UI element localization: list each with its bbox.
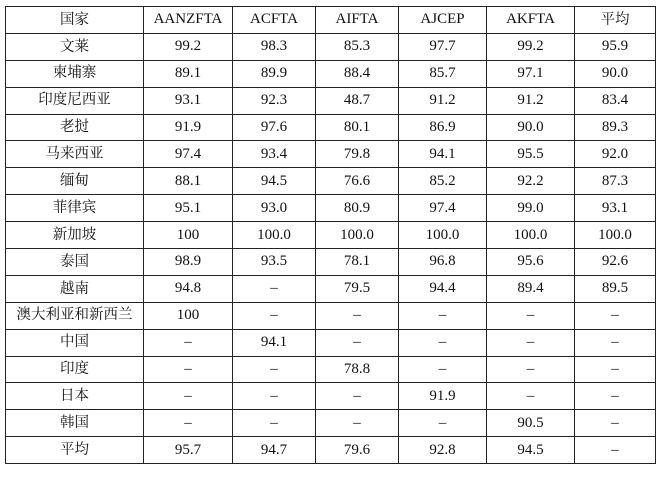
row-label-country: 中国 [6, 329, 144, 356]
table-cell: 80.9 [316, 195, 399, 222]
table-cell: 88.4 [316, 60, 399, 87]
table-cell: 94.4 [399, 275, 487, 302]
table-cell: 100.0 [233, 222, 316, 249]
table-cell: 93.5 [233, 249, 316, 276]
table-cell: – [575, 356, 656, 383]
table-row [6, 60, 656, 87]
table-cell: 100.0 [575, 222, 656, 249]
table-cell: 88.1 [144, 168, 233, 195]
table-row [6, 249, 656, 276]
table-cell: 86.9 [399, 114, 487, 141]
table-row [6, 437, 656, 464]
column-header: AKFTA [487, 7, 575, 34]
table-body [6, 33, 656, 463]
table-row [6, 383, 656, 410]
table-cell: 93.1 [575, 195, 656, 222]
table-cell: 96.8 [399, 249, 487, 276]
row-label-country: 日本 [6, 383, 144, 410]
table-cell: – [575, 329, 656, 356]
table-cell: 95.1 [144, 195, 233, 222]
table-cell: – [316, 329, 399, 356]
row-label-country: 马来西亚 [6, 141, 144, 168]
table-cell: 94.5 [233, 168, 316, 195]
row-label-country: 泰国 [6, 249, 144, 276]
table-row [6, 87, 656, 114]
table-cell: 92.0 [575, 141, 656, 168]
table-cell: 94.8 [144, 275, 233, 302]
table-cell: – [487, 383, 575, 410]
table-cell: 93.0 [233, 195, 316, 222]
row-label-country: 老挝 [6, 114, 144, 141]
table-row [6, 141, 656, 168]
table-row [6, 114, 656, 141]
header-row [6, 7, 656, 34]
table-cell: 95.5 [487, 141, 575, 168]
table-cell: – [144, 356, 233, 383]
table-cell: 97.4 [399, 195, 487, 222]
table-cell: 90.0 [487, 114, 575, 141]
table-cell: 94.5 [487, 437, 575, 464]
table-cell: – [233, 302, 316, 329]
table-cell: 89.9 [233, 60, 316, 87]
table-cell: – [316, 410, 399, 437]
table-row [6, 302, 656, 329]
table-cell: – [144, 383, 233, 410]
table-cell: 78.8 [316, 356, 399, 383]
table-cell: – [399, 356, 487, 383]
column-header: AJCEP [399, 7, 487, 34]
table-cell: 91.9 [399, 383, 487, 410]
table-cell: 100.0 [399, 222, 487, 249]
table-cell: 92.6 [575, 249, 656, 276]
table-cell: 98.3 [233, 33, 316, 60]
table-cell: 78.1 [316, 249, 399, 276]
table-cell: 85.3 [316, 33, 399, 60]
table-cell: – [316, 302, 399, 329]
fta-liberalization-table [5, 6, 656, 464]
table-cell: 94.1 [233, 329, 316, 356]
row-label-country: 文莱 [6, 33, 144, 60]
row-label-country: 澳大利亚和新西兰 [6, 302, 144, 329]
table-cell: – [575, 383, 656, 410]
row-label-country: 新加坡 [6, 222, 144, 249]
table-cell: 95.7 [144, 437, 233, 464]
table-cell: – [144, 410, 233, 437]
table-cell: – [233, 275, 316, 302]
table-cell: 93.1 [144, 87, 233, 114]
table-cell: 94.7 [233, 437, 316, 464]
table-cell: 99.2 [144, 33, 233, 60]
row-label-country: 平均 [6, 437, 144, 464]
table-row [6, 222, 656, 249]
column-header: ACFTA [233, 7, 316, 34]
table-cell: 89.3 [575, 114, 656, 141]
table-cell: 93.4 [233, 141, 316, 168]
table-cell: – [575, 410, 656, 437]
table-row [6, 329, 656, 356]
table-cell: 100 [144, 302, 233, 329]
table-cell: 89.4 [487, 275, 575, 302]
row-label-country: 印度尼西亚 [6, 87, 144, 114]
table-cell: 100.0 [487, 222, 575, 249]
table-cell: – [233, 383, 316, 410]
row-label-country: 缅甸 [6, 168, 144, 195]
table-cell: 87.3 [575, 168, 656, 195]
row-label-country: 韩国 [6, 410, 144, 437]
column-header: AANZFTA [144, 7, 233, 34]
table-cell: 97.6 [233, 114, 316, 141]
table-cell: 98.9 [144, 249, 233, 276]
table-cell: 76.6 [316, 168, 399, 195]
header-corner: 国家 [6, 7, 144, 34]
table-cell: 91.9 [144, 114, 233, 141]
table-cell: – [487, 356, 575, 383]
table-cell: – [399, 329, 487, 356]
column-header: 平均 [575, 7, 656, 34]
table-cell: 89.5 [575, 275, 656, 302]
table-cell: 90.5 [487, 410, 575, 437]
table-row [6, 168, 656, 195]
table-cell: – [487, 302, 575, 329]
table-cell: 79.6 [316, 437, 399, 464]
table-cell: – [575, 302, 656, 329]
table-cell: – [399, 410, 487, 437]
row-label-country: 菲律宾 [6, 195, 144, 222]
table-cell: 91.2 [399, 87, 487, 114]
table-cell: 90.0 [575, 60, 656, 87]
table-cell: – [399, 302, 487, 329]
table-row [6, 356, 656, 383]
table-cell: – [233, 356, 316, 383]
table-cell: 80.1 [316, 114, 399, 141]
table-cell: 94.1 [399, 141, 487, 168]
table-cell: 97.4 [144, 141, 233, 168]
table-cell: 83.4 [575, 87, 656, 114]
table-cell: 97.7 [399, 33, 487, 60]
table-cell: 91.2 [487, 87, 575, 114]
table-cell: 95.9 [575, 33, 656, 60]
table-cell: 89.1 [144, 60, 233, 87]
table-cell: 79.5 [316, 275, 399, 302]
table-cell: 99.2 [487, 33, 575, 60]
table-cell: 85.2 [399, 168, 487, 195]
row-label-country: 越南 [6, 275, 144, 302]
table-cell: 92.8 [399, 437, 487, 464]
table-cell: 97.1 [487, 60, 575, 87]
table-cell: – [575, 437, 656, 464]
table-cell: 95.6 [487, 249, 575, 276]
row-label-country: 柬埔寨 [6, 60, 144, 87]
table-row [6, 33, 656, 60]
table-container [5, 6, 656, 464]
table-cell: – [487, 329, 575, 356]
table-cell: – [144, 329, 233, 356]
table-cell: – [316, 383, 399, 410]
table-cell: 100.0 [316, 222, 399, 249]
table-cell: 99.0 [487, 195, 575, 222]
table-cell: – [233, 410, 316, 437]
table-row [6, 195, 656, 222]
table-row [6, 410, 656, 437]
table-cell: 79.8 [316, 141, 399, 168]
table-row [6, 275, 656, 302]
column-header: AIFTA [316, 7, 399, 34]
table-cell: 100 [144, 222, 233, 249]
table-cell: 92.3 [233, 87, 316, 114]
table-cell: 92.2 [487, 168, 575, 195]
table-cell: 85.7 [399, 60, 487, 87]
table-cell: 48.7 [316, 87, 399, 114]
row-label-country: 印度 [6, 356, 144, 383]
